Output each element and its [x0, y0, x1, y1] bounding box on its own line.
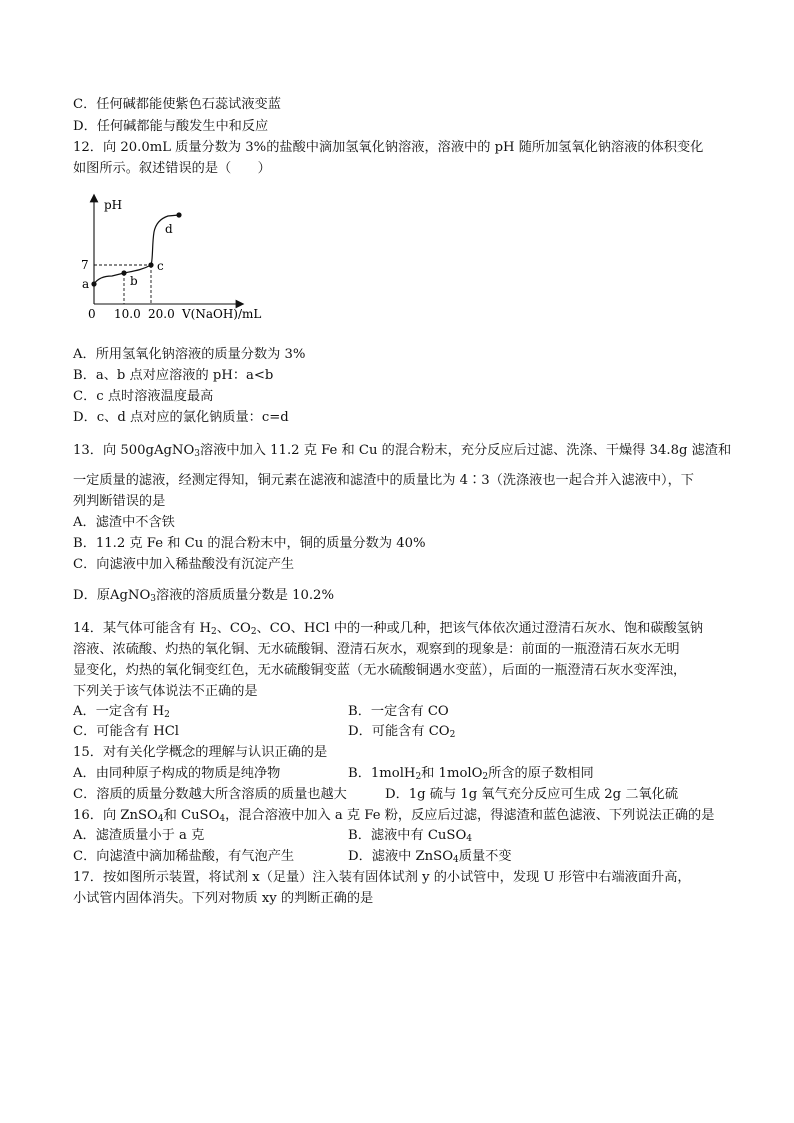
q12-stem-line1: 12．向 20.0mL 质量分数为 3%的盐酸中滴加氢氧化钠溶液，溶液中的 pH 随所加氢氧化钠溶液的体积变化: [73, 140, 704, 155]
q14-stem-line2: 溶液、浓硫酸、灼热的氧化铜、无水硫酸铜、澄清石灰水，观察到的现象是：前面的一瓶澄清石灰水无明: [73, 642, 680, 657]
x-tick-0: 0: [88, 307, 96, 321]
label-a: a: [82, 277, 90, 291]
q13-option-a: A．滤渣中不含铁: [73, 515, 175, 530]
point-c: [148, 262, 153, 267]
q12-stem-line2: 如图所示。叙述错误的是（ ）: [73, 161, 271, 176]
q16-option-a: A．滤渣质量小于 a 克: [73, 828, 205, 843]
x-tick-20: 20.0: [148, 307, 175, 321]
agno3-formula: AgNO$_3$: [153, 443, 201, 459]
label-d: d: [165, 222, 173, 236]
label-b: b: [130, 274, 138, 288]
q14-option-b: B．一定含有 CO: [348, 704, 449, 719]
q13-option-d: D．原AgNO$_3$溶液的溶质质量分数是 10.2%: [73, 588, 334, 604]
q14-stem-line1: 14．某气体可能含有 $H_2$、$CO_2$、CO、HCl 中的一种或几种，把该气体依次通过澄清石灰水、饱和碳酸氢钠: [73, 621, 704, 637]
y-axis-label: pH: [104, 198, 123, 212]
q14-option-a: A．一定含有 $H_2$: [73, 704, 170, 720]
point-d: [176, 212, 181, 217]
ph-titration-chart: [78, 192, 278, 322]
q17-stem-line2: 小试管内固体消失。下列对物质 xy 的判断正确的是: [73, 891, 374, 906]
q16-option-d: D．滤液中 ZnSO$_4$质量不变: [348, 849, 512, 865]
q15-option-b: B．1molH$_2$和 1molO$_2$所含的原子数相同: [348, 766, 594, 782]
q13-stem-line3: 列判断错误的是: [73, 494, 166, 509]
q17-stem-line1: 17．按如图所示装置，将试剂 x（足量）注入装有固体试剂 y 的小试管中，发现 U 形管中右端液面升高，: [73, 870, 691, 885]
q14-stem-line3: 显变化，灼热的氧化铜变红色，无水硫酸铜变蓝（无水硫酸铜遇水变蓝），后面的一瓶澄清石灰水变浑浊，: [73, 663, 687, 678]
x-tick-10: 10.0: [114, 307, 141, 321]
q14-option-d: D．可能含有 $CO_2$: [348, 724, 456, 740]
q15-option-c: C．溶质的质量分数越大所含溶质的质量也越大: [73, 787, 347, 802]
q15-option-a: A．由同种原子构成的物质是纯净物: [73, 766, 281, 781]
q12-option-c: C．c 点时溶液温度最高: [73, 389, 214, 404]
q14-option-c: C．可能含有 HCl: [73, 724, 180, 739]
q13-option-b: B．11.2 克 Fe 和 Cu 的混合粉末中，铜的质量分数为 40%: [73, 536, 426, 551]
label-c: c: [157, 259, 164, 273]
q13-stem-line2: 一定质量的滤液，经测定得知，铜元素在滤液和滤渣中的质量比为 4∶3（洗涤液也一起合并入滤液中），下: [73, 473, 694, 488]
q13-stem-line1: 13．向 500gAgNO$_3$溶液中加入 11.2 克 Fe 和 Cu 的混合粉末，充分反应后过滤、洗涤、干燥得 34.8g 滤渣和: [73, 443, 732, 459]
point-b: [121, 270, 126, 275]
q12-option-b: B．a、b 点对应溶液的 pH：a<b: [73, 368, 274, 383]
q15-stem: 15．对有关化学概念的理解与认识正确的是: [73, 745, 328, 760]
y-tick-7: 7: [81, 258, 89, 272]
q16-option-c: C．向滤渣中滴加稀盐酸，有气泡产生: [73, 849, 295, 864]
x-axis-label: V(NaOH)/mL: [182, 307, 262, 321]
q12-option-d: D．c、d 点对应的氯化钠质量：c=d: [73, 410, 289, 425]
point-a: [91, 281, 96, 286]
q13-option-c: C．向滤液中加入稀盐酸没有沉淀产生: [73, 557, 295, 572]
q16-option-b: B．滤液中有 CuSO$_4$: [348, 828, 472, 844]
q15-option-d: D．1g 硫与 1g 氧气充分反应可生成 2g 二氧化硫: [385, 787, 679, 802]
q14-stem-line4: 下列关于该气体说法不正确的是: [73, 684, 258, 699]
q12-option-a: A．所用氢氧化钠溶液的质量分数为 3%: [73, 347, 306, 362]
q11-option-c: C．任何碱都能使紫色石蕊试液变蓝: [73, 97, 281, 112]
q11-option-d: D．任何碱都能与酸发生中和反应: [73, 119, 269, 134]
q16-stem: 16．向 ZnSO$_4$和 CuSO$_4$，混合溶液中加入 a 克 Fe 粉，反应后过滤，得滤渣和蓝色滤液、下列说法正确的是: [73, 808, 715, 824]
